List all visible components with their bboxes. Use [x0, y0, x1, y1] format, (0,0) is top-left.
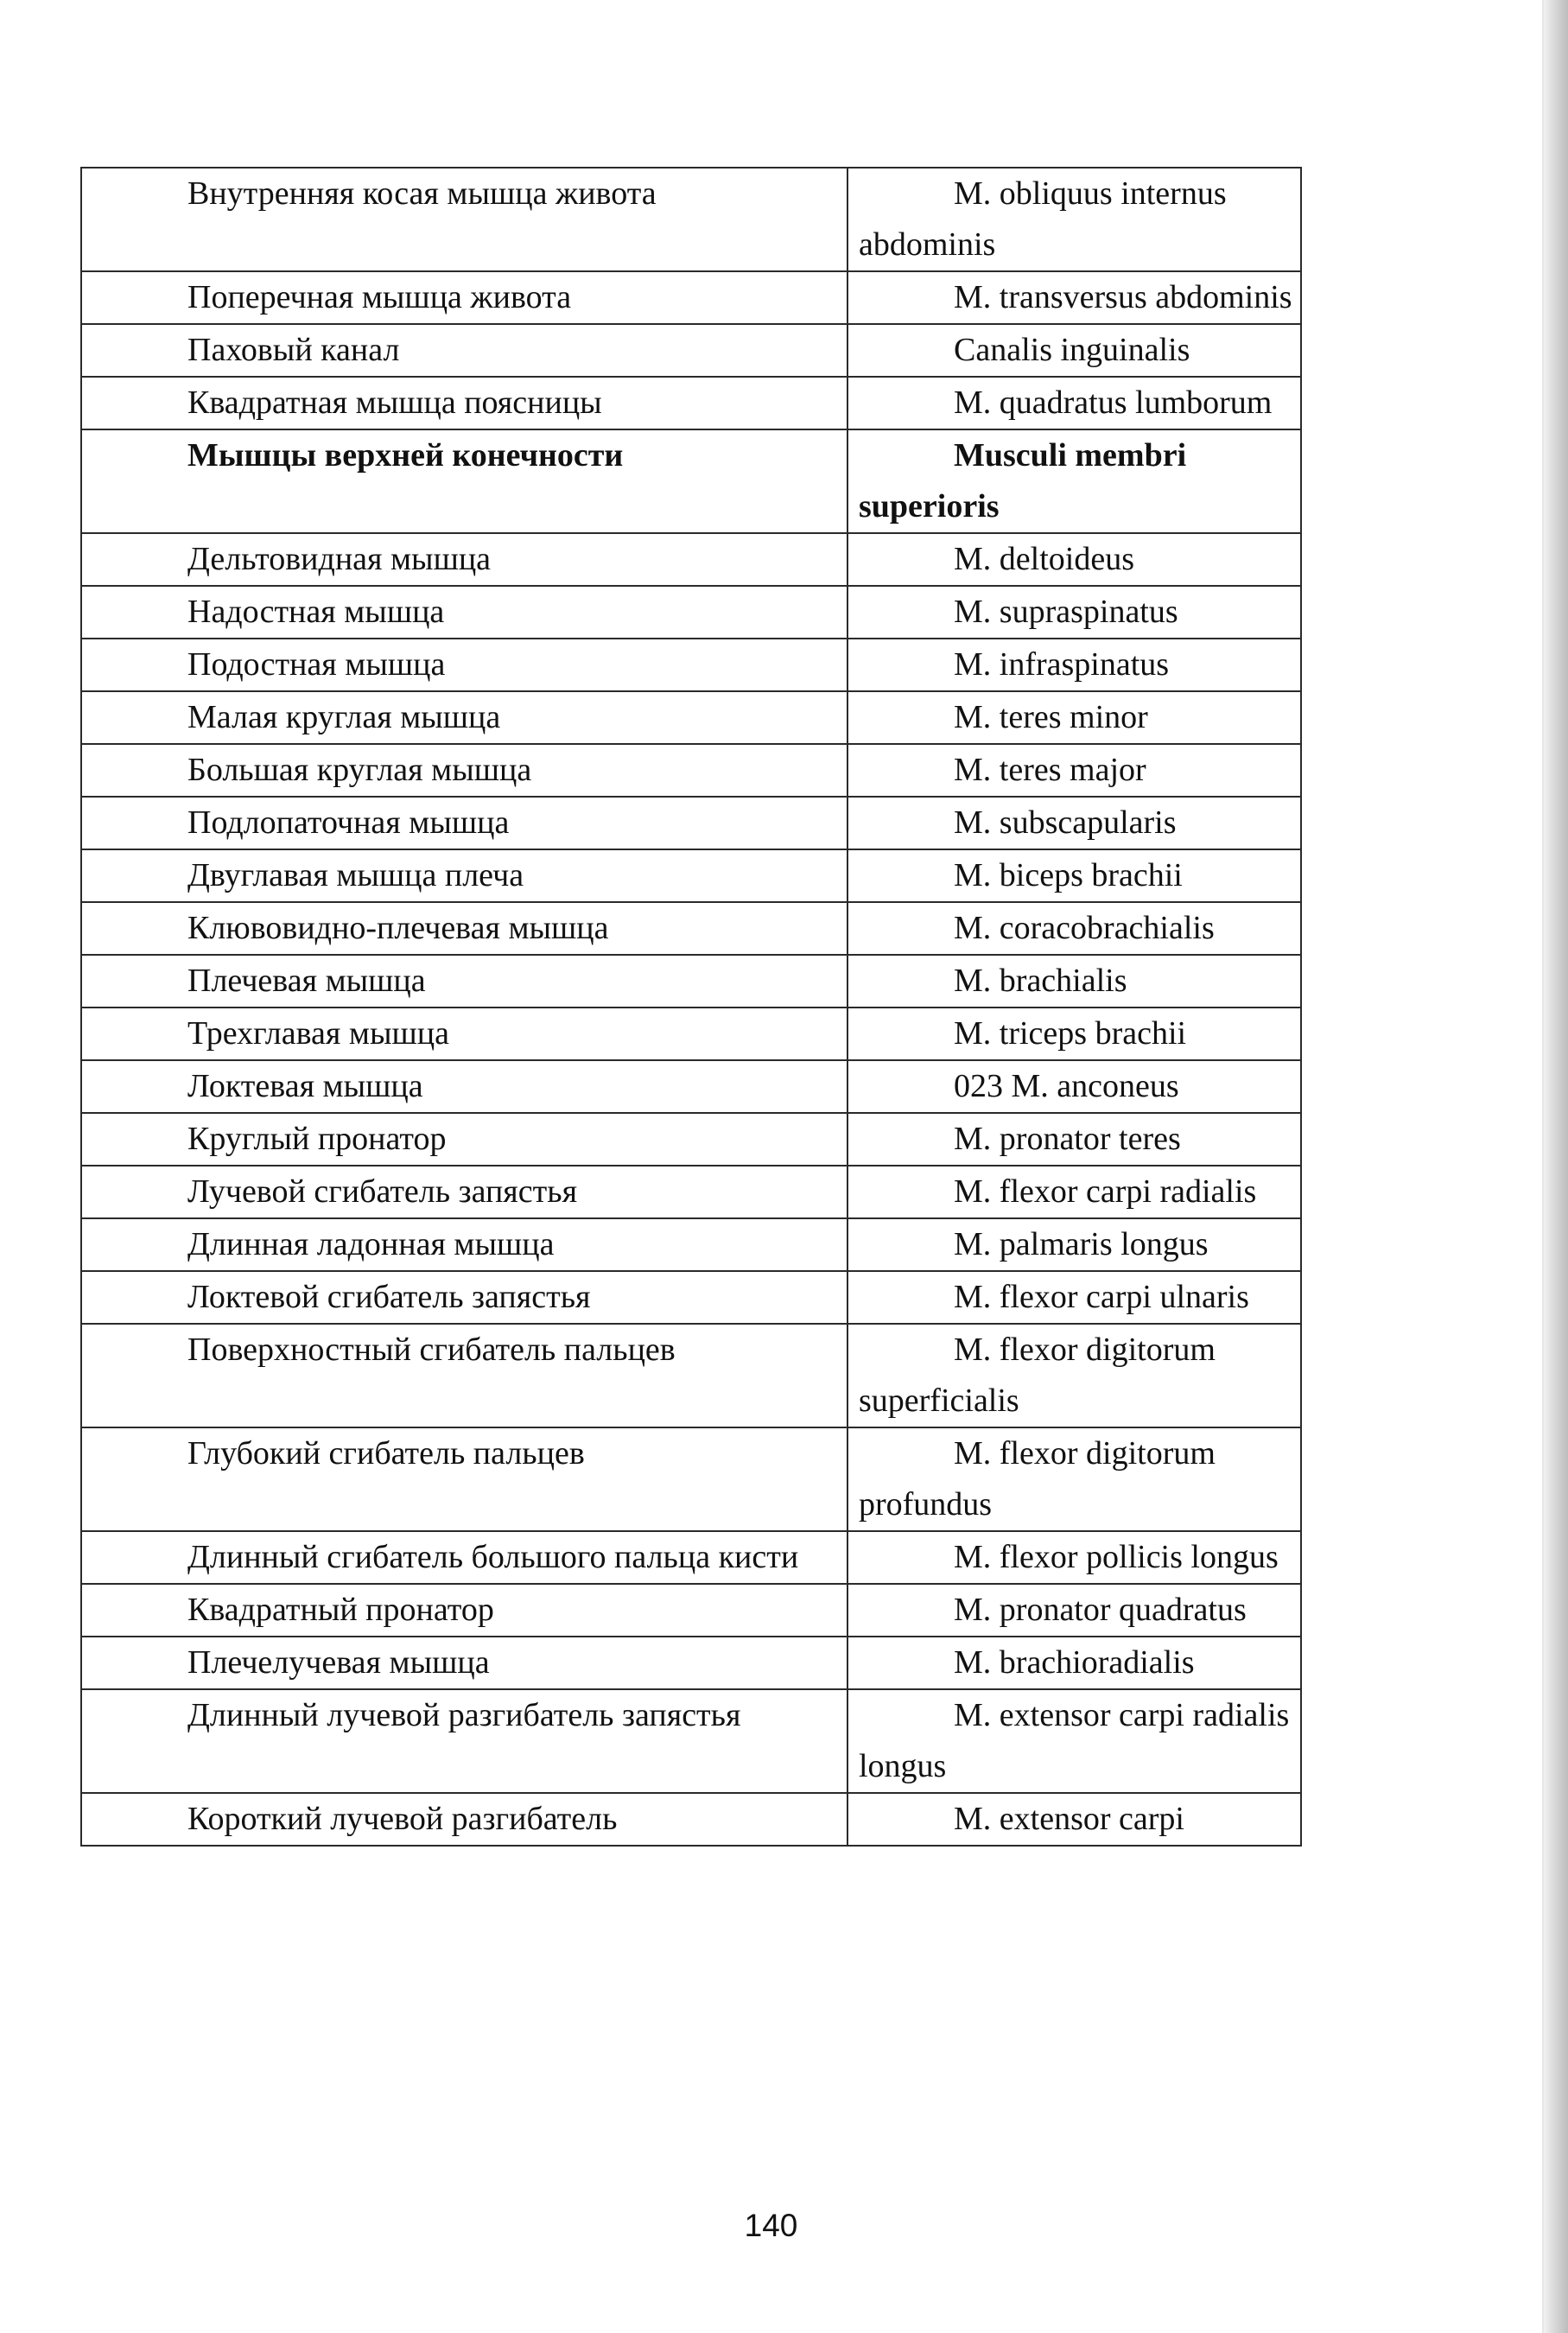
- russian-term-cell: Двуглавая мышца плеча: [81, 849, 847, 902]
- latin-term-cell: M. flexor digitorum profundus: [847, 1427, 1301, 1531]
- table-row: [81, 691, 1301, 744]
- russian-term-cell: Квадратный пронатор: [81, 1584, 847, 1637]
- russian-term-cell: Квадратная мышца поясницы: [81, 377, 847, 429]
- latin-term-cell: M. pronator quadratus: [847, 1584, 1301, 1637]
- table-section-header-row: [81, 429, 1301, 533]
- russian-term-cell: Глубокий сгибатель пальцев: [81, 1427, 847, 1531]
- table-row: [81, 1008, 1301, 1060]
- latin-term-cell: 023 M. anconeus: [847, 1060, 1301, 1113]
- page-edge-shadow: [1544, 0, 1568, 2333]
- russian-term-cell: Паховый канал: [81, 324, 847, 377]
- russian-term-cell: Лучевой сгибатель запястья: [81, 1166, 847, 1218]
- latin-term-cell: M. flexor digitorum superficialis: [847, 1324, 1301, 1427]
- russian-term-cell: Длинная ладонная мышца: [81, 1218, 847, 1271]
- russian-term-cell: Внутренняя косая мышца живота: [81, 168, 847, 271]
- latin-term-cell: M. deltoideus: [847, 533, 1301, 586]
- russian-term-cell: Круглый пронатор: [81, 1113, 847, 1166]
- table-row: [81, 849, 1301, 902]
- russian-term-cell: Большая круглая мышца: [81, 744, 847, 797]
- russian-term-cell: Клювовидно-плечевая мышца: [81, 902, 847, 955]
- latin-term-cell: M. infraspinatus: [847, 639, 1301, 691]
- latin-term-cell: M. coracobrachialis: [847, 902, 1301, 955]
- latin-term-cell: M. brachioradialis: [847, 1637, 1301, 1689]
- table-row: [81, 324, 1301, 377]
- latin-term-cell: M. palmaris longus: [847, 1218, 1301, 1271]
- latin-term-cell: M. teres minor: [847, 691, 1301, 744]
- table-row: [81, 586, 1301, 639]
- russian-term-cell: Мышцы верхней конечности: [81, 429, 847, 533]
- russian-term-cell: Дельтовидная мышца: [81, 533, 847, 586]
- latin-term-cell: M. extensor carpi radialis longus: [847, 1689, 1301, 1793]
- russian-term-cell: Локтевая мышца: [81, 1060, 847, 1113]
- russian-term-cell: Плечелучевая мышца: [81, 1637, 847, 1689]
- russian-term-cell: Подостная мышца: [81, 639, 847, 691]
- table-row: [81, 1584, 1301, 1637]
- table-row: [81, 1427, 1301, 1531]
- latin-term-cell: M. biceps brachii: [847, 849, 1301, 902]
- russian-term-cell: Поверхностный сгибатель пальцев: [81, 1324, 847, 1427]
- latin-term-cell: M. supraspinatus: [847, 586, 1301, 639]
- table-row: [81, 271, 1301, 324]
- table-row: [81, 377, 1301, 429]
- table-row: [81, 902, 1301, 955]
- table-row: [81, 1271, 1301, 1324]
- table-row: [81, 1637, 1301, 1689]
- latin-term-cell: M. subscapularis: [847, 797, 1301, 849]
- table-row: [81, 797, 1301, 849]
- table-row: [81, 639, 1301, 691]
- latin-term-cell: Musculi membri superioris: [847, 429, 1301, 533]
- table-row: [81, 1113, 1301, 1166]
- table-row: [81, 1324, 1301, 1427]
- russian-term-cell: Поперечная мышца живота: [81, 271, 847, 324]
- latin-term-cell: M. flexor carpi radialis: [847, 1166, 1301, 1218]
- russian-term-cell: Надостная мышца: [81, 586, 847, 639]
- russian-term-cell: Короткий лучевой разгибатель: [81, 1793, 847, 1846]
- table-row: [81, 1531, 1301, 1584]
- latin-term-cell: Canalis inguinalis: [847, 324, 1301, 377]
- russian-term-cell: Подлопаточная мышца: [81, 797, 847, 849]
- table-row: [81, 1793, 1301, 1846]
- table-row: [81, 1218, 1301, 1271]
- russian-term-cell: Трехглавая мышца: [81, 1008, 847, 1060]
- latin-term-cell: M. triceps brachii: [847, 1008, 1301, 1060]
- page-number: 140: [744, 2208, 798, 2243]
- table-row: [81, 1689, 1301, 1793]
- latin-term-cell: M. teres major: [847, 744, 1301, 797]
- russian-term-cell: Длинный лучевой разгибатель запястья: [81, 1689, 847, 1793]
- latin-term-cell: M. flexor pollicis longus: [847, 1531, 1301, 1584]
- latin-term-cell: M. pronator teres: [847, 1113, 1301, 1166]
- latin-term-cell: M. extensor carpi: [847, 1793, 1301, 1846]
- table-row: [81, 955, 1301, 1008]
- table-body: [81, 168, 1301, 1846]
- latin-term-cell: M. obliquus internus abdominis: [847, 168, 1301, 271]
- table-row: [81, 1166, 1301, 1218]
- latin-term-cell: M. quadratus lumborum: [847, 377, 1301, 429]
- table-row: [81, 168, 1301, 271]
- russian-term-cell: Малая круглая мышца: [81, 691, 847, 744]
- table-row: [81, 1060, 1301, 1113]
- latin-term-cell: M. brachialis: [847, 955, 1301, 1008]
- latin-term-cell: M. transversus abdominis: [847, 271, 1301, 324]
- russian-term-cell: Плечевая мышца: [81, 955, 847, 1008]
- latin-term-cell: M. flexor carpi ulnaris: [847, 1271, 1301, 1324]
- russian-term-cell: Локтевой сгибатель запястья: [81, 1271, 847, 1324]
- table-row: [81, 744, 1301, 797]
- muscle-terms-table-container: [80, 167, 1300, 1847]
- russian-term-cell: Длинный сгибатель большого пальца кисти: [81, 1531, 847, 1584]
- table-row: [81, 533, 1301, 586]
- muscle-terms-table: [80, 167, 1302, 1847]
